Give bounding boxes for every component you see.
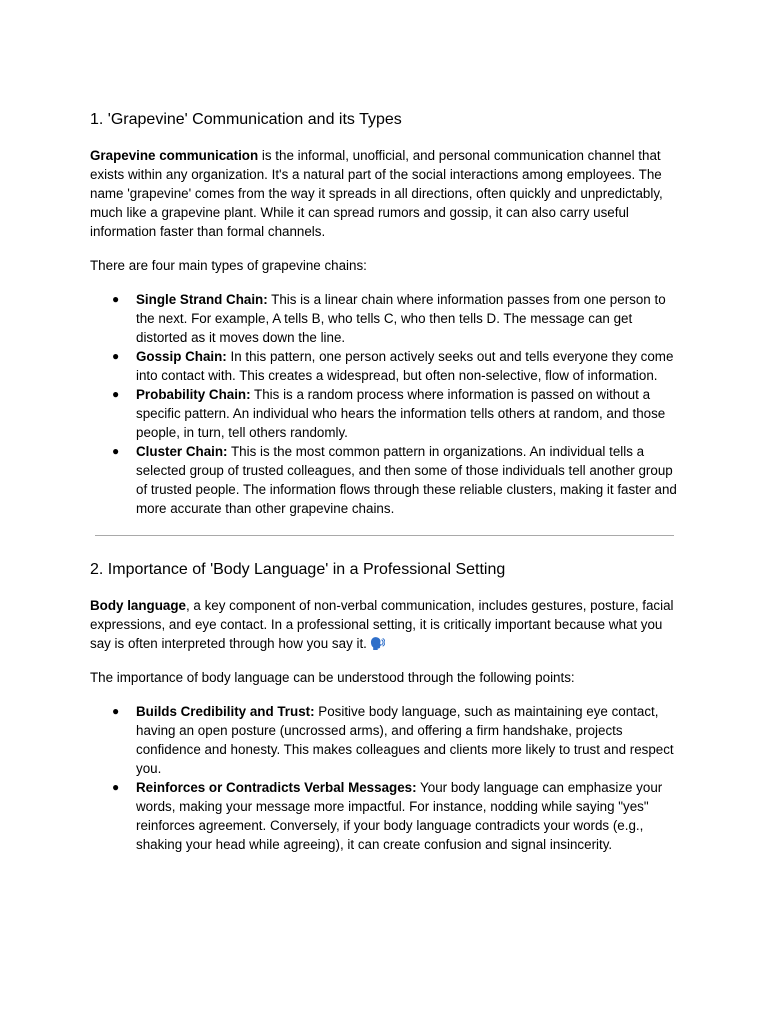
- bullet-icon: ●: [112, 444, 120, 458]
- list-item-term: Cluster Chain:: [136, 444, 228, 459]
- document-content: [90, 108, 680, 854]
- section-1-lead: There are four main types of grapevine chains:: [90, 258, 367, 273]
- body-language-points-list: [90, 702, 680, 854]
- list-item-term: Builds Credibility and Trust:: [136, 704, 315, 719]
- list-item: [90, 290, 680, 347]
- section-2-intro-text: , a key component of non-verbal communication, includes gestures, posture, facial expressions, and eye contact. In a professional setting, it is critically important because what you say is often interpreted through how you say it.: [90, 598, 674, 651]
- list-item: [90, 385, 680, 442]
- list-item-text: This is the most common pattern in organizations. An individual tells a selected group of trusted colleagues, and then some of those individuals tell another group of trusted people. The information flows through these reliable clusters, making it faster and more accurate than other grapevine chains.: [136, 444, 677, 516]
- list-item: [90, 442, 680, 518]
- section-divider: [95, 535, 674, 536]
- section-1-intro-term: Grapevine communication: [90, 148, 259, 163]
- list-item-term: Reinforces or Contradicts Verbal Messages:: [136, 780, 417, 795]
- section-2-intro: [90, 596, 680, 653]
- section-1-intro: [90, 146, 680, 241]
- bullet-icon: ●: [112, 387, 120, 401]
- bullet-icon: ●: [112, 704, 120, 718]
- list-item-term: Probability Chain:: [136, 387, 251, 402]
- list-item: [90, 778, 680, 854]
- list-item: [90, 702, 680, 778]
- list-item: [90, 347, 680, 385]
- list-item-term: Gossip Chain:: [136, 349, 227, 364]
- list-item-text: Your body language can emphasize your words, making your message more impactful. For instance, nodding while saying "yes" reinforces agreement. Conversely, if your body language contradicts your words (e.g., shaking your head while agreeing), it can create confusion and signal insincerity.: [136, 780, 663, 852]
- list-item-term: Single Strand Chain:: [136, 292, 268, 307]
- list-item-text: This is a linear chain where information passes from one person to the next. For example, A tells B, who tells C, who then tells D. The message can get distorted as it moves down the line.: [136, 292, 666, 345]
- section-1-intro-text: is the informal, unofficial, and personal communication channel that exists within any organization. It's a natural part of the social interactions among employees. The name 'grapevine' comes from the way it spreads in all directions, often quickly and unpredictably, much like a grapevine plant. While it can spread rumors and gossip, it can also carry useful information faster than formal channels.: [90, 148, 663, 239]
- grapevine-types-list: [90, 290, 680, 518]
- bullet-icon: ●: [112, 349, 120, 363]
- section-2-lead: The importance of body language can be understood through the following points:: [90, 670, 575, 685]
- list-item-text: This is a random process where information is passed on without a specific pattern. An individual who hears the information tells others at random, and those people, in turn, tell others randomly.: [136, 387, 666, 440]
- list-item-text: In this pattern, one person actively seeks out and tells everyone they come into contact with. This creates a widespread, but often non-selective, flow of information.: [136, 349, 674, 383]
- list-item-text: Positive body language, such as maintaining eye contact, having an open posture (uncrossed arms), and offering a firm handshake, projects confidence and honesty. This makes colleagues and clients more likely to trust and respect you.: [136, 704, 674, 776]
- speaking-head-icon: [370, 636, 385, 651]
- section-2-intro-term: Body language: [90, 598, 186, 613]
- section-1-title: 1. 'Grapevine' Communication and its Types: [90, 111, 402, 128]
- section-2-title: 2. Importance of 'Body Language' in a Professional Setting: [90, 561, 506, 578]
- bullet-icon: ●: [112, 292, 120, 306]
- bullet-icon: ●: [112, 780, 120, 794]
